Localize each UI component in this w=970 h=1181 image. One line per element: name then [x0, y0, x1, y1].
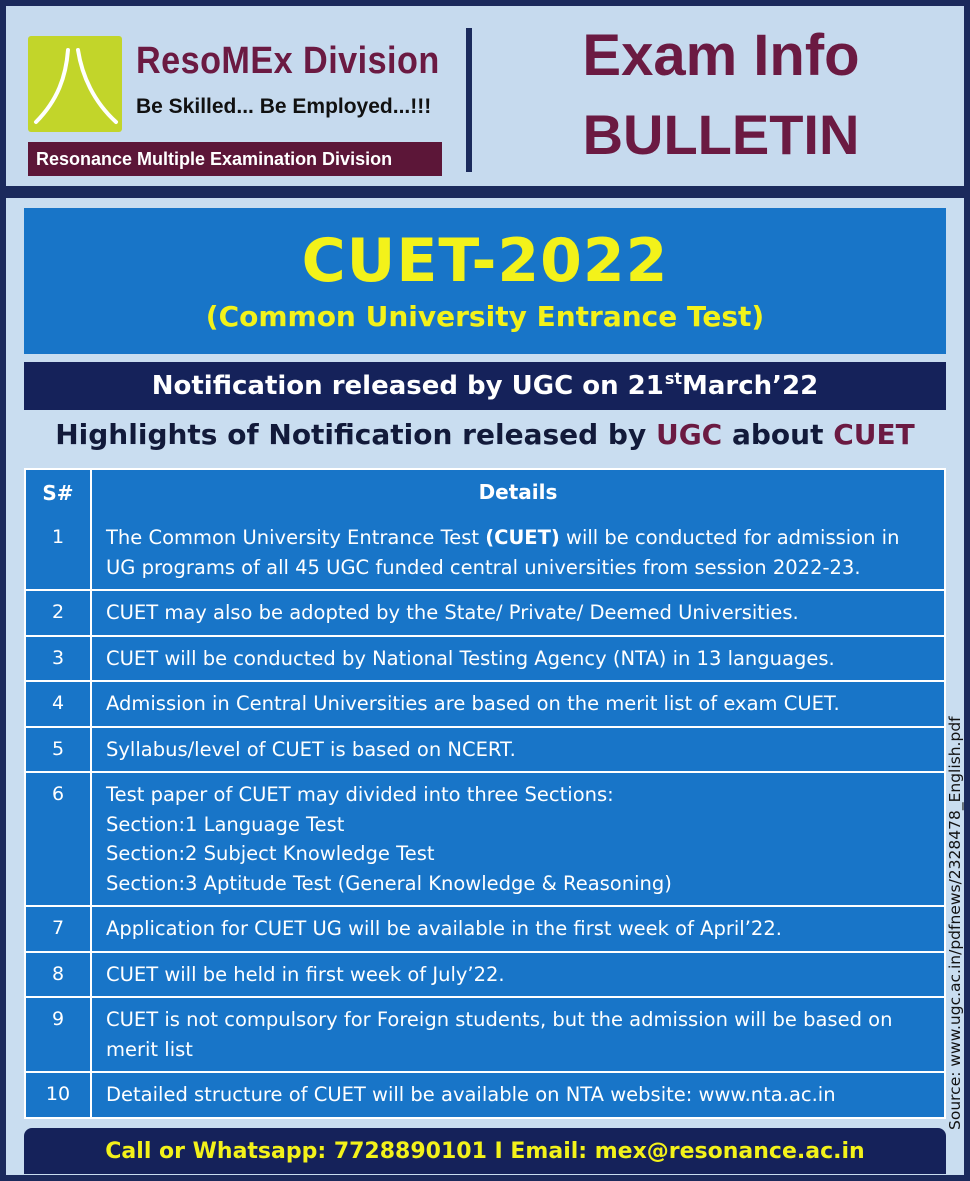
table-row: [26, 589, 944, 635]
brand-name: ResoMEx Division: [136, 40, 440, 82]
table-row: [26, 996, 944, 1071]
header-rule: [0, 186, 970, 198]
row-detail-text: Test paper of CUET may divided into three Sections: Section:1 Language Test Section:2 Subject Knowledge Test Section:3 Aptitude Test (General Knowledge & Reasoning): [106, 783, 672, 895]
row-detail: [92, 773, 944, 905]
highlights-cuet: CUET: [833, 418, 915, 451]
details-table: [24, 468, 946, 1119]
header-divider: [466, 28, 472, 172]
row-detail-text: Detailed structure of CUET will be available on NTA website: www.nta.ac.in: [106, 1083, 836, 1106]
title-block: [24, 208, 946, 354]
table-row: [26, 951, 944, 997]
notification-text: Notification released by UGC on 21: [151, 371, 664, 401]
row-detail: [92, 907, 944, 951]
column-header-sn: S#: [26, 470, 92, 516]
table-row: [26, 726, 944, 772]
row-detail-text: The Common University Entrance Test: [106, 526, 486, 549]
row-detail-text: CUET is not compulsory for Foreign students, but the admission will be based on merit list: [106, 1008, 893, 1061]
row-detail-text: CUET may also be adopted by the State/ Private/ Deemed Universities.: [106, 601, 799, 624]
row-detail: [92, 998, 944, 1071]
row-detail: [92, 1073, 944, 1117]
contact-footer: Call or Whatsapp: 7728890101 I Email: mex@resonance.ac.in: [24, 1128, 946, 1174]
row-number: 10: [26, 1073, 92, 1117]
bulletin-title-line1: Exam Info: [582, 23, 860, 88]
highlights-ugc: UGC: [655, 418, 723, 451]
table-row: [26, 771, 944, 905]
notification-date-suffix: March’22: [682, 371, 819, 401]
highlights-text: Highlights of Notification released by: [55, 418, 656, 451]
row-number: 1: [26, 516, 92, 589]
notification-banner: [24, 362, 946, 410]
row-detail-text: CUET will be conducted by National Testing Agency (NTA) in 13 languages.: [106, 646, 835, 670]
row-detail: [92, 728, 944, 772]
row-detail: [92, 591, 944, 635]
row-number: 2: [26, 591, 92, 635]
table-row: [26, 905, 944, 951]
row-detail-text-cont: will be conducted for admission in UG programs of all 45 UGC funded central universities from session 2022-23.: [106, 526, 900, 579]
notification-superscript: st: [664, 368, 682, 388]
exam-subtitle: (Common University Entrance Test): [205, 300, 765, 333]
row-number: 5: [26, 728, 92, 772]
row-detail: [92, 637, 944, 681]
row-detail-text: CUET will be held in first week of July’22.: [106, 962, 505, 986]
row-number: 4: [26, 682, 92, 726]
row-detail-text: Syllabus/level of CUET is based on NCERT.: [106, 737, 516, 761]
row-detail-text: Application for CUET UG will be available in the first week of April’22.: [106, 917, 782, 940]
row-number: 3: [26, 637, 92, 681]
exam-title: CUET-2022: [301, 226, 669, 296]
bulletin-title-line2: BULLETIN: [582, 103, 860, 166]
table-header-row: [26, 470, 944, 516]
resomex-logo-icon: [28, 36, 122, 132]
row-detail-text: Admission in Central Universities are based on the merit list of exam CUET.: [106, 692, 840, 715]
table-row: [26, 635, 944, 681]
row-detail: [92, 953, 944, 997]
row-detail-bold: (CUET): [485, 526, 560, 549]
column-header-details: Details: [478, 480, 558, 505]
source-note: Source: www.ugc.ac.in/pdfnews/2328478_English.pdf: [946, 716, 964, 1130]
row-number: 6: [26, 773, 92, 905]
row-number: 8: [26, 953, 92, 997]
table-row: [26, 516, 944, 589]
division-banner: Resonance Multiple Examination Division: [28, 142, 442, 176]
highlights-heading: [0, 418, 970, 451]
row-detail: [92, 516, 944, 589]
highlights-about: about: [722, 418, 834, 451]
row-detail: [92, 682, 944, 726]
tagline: Be Skilled... Be Employed...!!!: [136, 95, 432, 118]
row-number: 9: [26, 998, 92, 1071]
table-row: [26, 680, 944, 726]
row-number: 7: [26, 907, 92, 951]
table-row: [26, 1071, 944, 1117]
